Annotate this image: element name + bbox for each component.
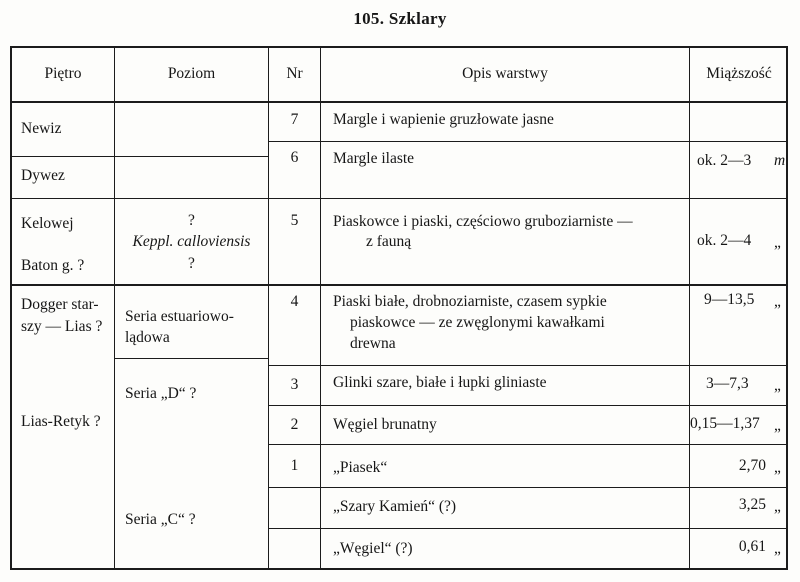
pietro-dywez: Dywez: [21, 167, 65, 184]
nr-1: 1: [290, 457, 299, 474]
col-rule-3: [320, 47, 321, 569]
opis-row-4-line2: piaskowce — ze zwęglonymi kawałkami: [350, 314, 605, 331]
opis-row-4-line3: drewna: [350, 335, 396, 352]
header-nr: Nr: [286, 65, 303, 82]
pietro-dogger-line1: Dogger star-: [21, 296, 99, 313]
miaz-row-3: 3—7,3: [706, 375, 749, 392]
poziom-seria-d: Seria „D“ ?: [125, 385, 197, 402]
miaz-row-wegiel: 0,61: [738, 538, 766, 555]
unit-row-3: „: [774, 377, 781, 394]
opis-row-wegiel: „Węgiel“ (?): [333, 540, 413, 557]
poziom-estuar-line2: lądowa: [125, 329, 170, 346]
nr-2: 2: [290, 416, 299, 433]
unit-row-2: „: [774, 417, 781, 434]
miaz-row-2: 0,15—1,37: [690, 415, 760, 432]
header-poziom: Poziom: [167, 65, 216, 82]
miaz-row-1: 2,70: [738, 457, 766, 474]
header-pietro: Piętro: [44, 65, 82, 82]
header-bottom-rule: [10, 101, 788, 103]
nr-7: 7: [290, 111, 299, 128]
miaz-row-5: ok. 2—4: [697, 232, 752, 249]
rule-row-3: [269, 405, 788, 406]
opis-row-4-line1: Piaski białe, drobnoziarniste, czasem sypkie: [333, 293, 607, 310]
nr-5: 5: [290, 212, 299, 229]
miaz-row-4: 9—13,5: [704, 291, 755, 308]
pietro-kelowej: Kelowej: [21, 215, 74, 232]
opis-row-1: „Piasek“: [333, 459, 388, 476]
col-rule-1: [114, 47, 115, 569]
opis-row-7: Margle i wapienie gruzłowate jasne: [333, 111, 554, 128]
poziom-seria-c: Seria „C“ ?: [125, 511, 196, 528]
page-title: 105. Szklary: [353, 9, 447, 28]
rule-pietro-newiz: [11, 156, 114, 157]
opis-row-5-line2: z fauną: [366, 233, 412, 250]
opis-row-6: Margle ilaste: [333, 150, 415, 167]
poziom-estuar-line1: Seria estuariowo-: [125, 308, 234, 325]
unit-row-5: „: [774, 234, 781, 251]
nr-6: 6: [290, 149, 299, 166]
pietro-dogger-line2: szy — Lias ?: [21, 318, 103, 335]
unit-row-szary-kamien: „: [774, 498, 781, 515]
poziom-keppl-calloviensis: Keppl. calloviensis: [132, 233, 251, 250]
unit-row-4: „: [774, 293, 781, 310]
rule-row-2: [269, 444, 788, 445]
rule-poziom-2: [115, 198, 268, 199]
rule-poziom-estuar: [115, 358, 268, 359]
miaz-row-szary-kamien: 3,25: [738, 496, 766, 513]
rule-row-6: [269, 198, 788, 199]
opis-row-szary-kamien: „Szary Kamień“ (?): [333, 498, 457, 515]
opis-row-5-line1: Piaskowce i piaski, częściowo gruboziarniste —: [333, 213, 633, 230]
pietro-lias-retyk: Lias-Retyk ?: [21, 413, 101, 430]
rule-pietro-dywez: [11, 198, 114, 199]
rule-row-szary: [269, 528, 788, 529]
table-top-rule: [10, 46, 788, 48]
unit-row-6: m: [774, 152, 786, 169]
rule-row-7: [269, 141, 788, 142]
opis-row-3: Glinki szare, białe i łupki gliniaste: [333, 374, 547, 391]
table-bottom-rule: [10, 568, 788, 570]
col-rule-4: [689, 47, 690, 569]
unit-row-1: „: [774, 459, 781, 476]
opis-row-2: Węgiel brunatny: [333, 416, 437, 433]
rule-poziom-1: [115, 156, 268, 157]
header-miazszosc: Miąższość: [706, 65, 772, 82]
pietro-newiz: Newiz: [21, 120, 62, 137]
nr-4: 4: [290, 293, 299, 310]
header-opis: Opis warstwy: [462, 65, 548, 82]
rule-row-1: [269, 487, 788, 488]
unit-row-wegiel: „: [774, 540, 781, 557]
rule-row-4: [269, 365, 788, 366]
group-rule: [10, 284, 788, 286]
nr-3: 3: [290, 376, 299, 393]
pietro-baton: Baton g. ?: [21, 257, 85, 274]
miaz-row-6: ok. 2—3: [697, 152, 752, 169]
poziom-question-1: ?: [188, 212, 195, 229]
poziom-question-2: ?: [188, 255, 195, 272]
